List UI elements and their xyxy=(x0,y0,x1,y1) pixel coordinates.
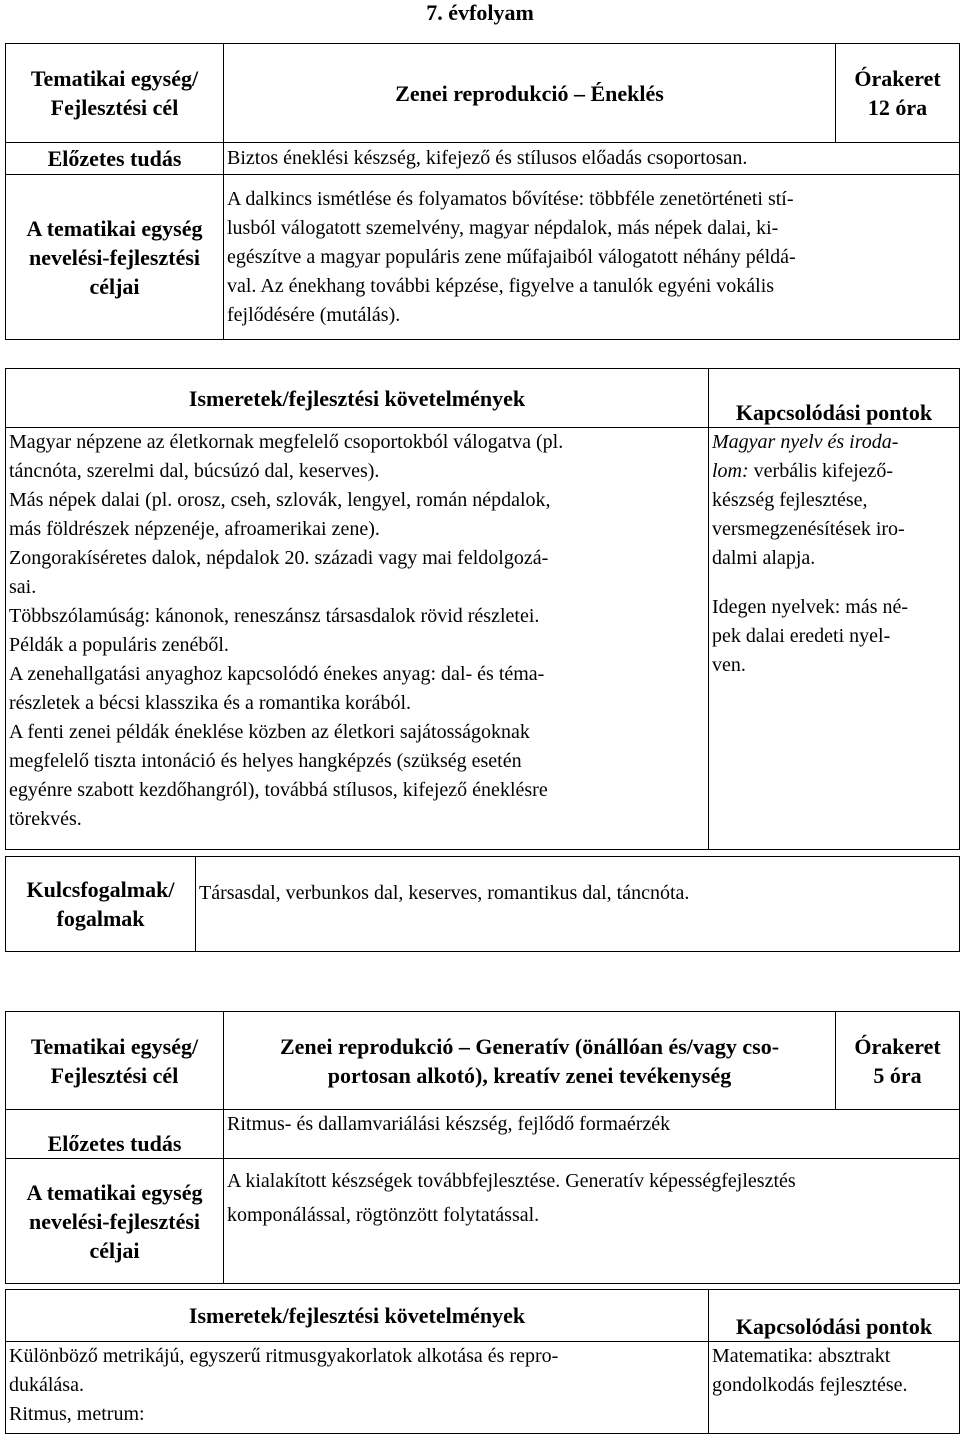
unit1-connections-text: Magyar nyelv és iroda- lom: verbális kifejező- készség fejlesztése, versmegzenésítések iro- dalmi alapja. Idegen nyelvek: más né- pek dalai eredeti nyel- ven. xyxy=(709,428,960,850)
unit1-requirements-table xyxy=(5,368,960,850)
unit2-requirements-table xyxy=(5,1289,960,1434)
unit2-hours: Órakeret 5 óra xyxy=(836,1012,960,1110)
unit2-topic-title: Zenei reprodukció – Generatív (önállóan és/vagy cso- portosan alkotó), kreatív zenei tevékenység xyxy=(224,1012,836,1110)
unit2-goals-label: A tematikai egység nevelési-fejlesztési céljai xyxy=(6,1159,224,1284)
unit2-header-table xyxy=(5,1011,960,1284)
unit1-key-concepts-table xyxy=(5,856,960,952)
unit2-goals-text: A kialakított készségek továbbfejlesztése. Generatív képességfejlesztés komponálással, rögtönzött folytatással. xyxy=(224,1159,960,1284)
page-title: 7. évfolyam xyxy=(426,0,534,25)
unit2-connections-text: Matematika: absztrakt gondolkodás fejlesztése. xyxy=(709,1342,960,1434)
unit2-prior-knowledge-text: Ritmus- és dallamvariálási készség, fejlődő formaérzék xyxy=(224,1110,960,1159)
unit1-topic-label: Tematikai egység/ Fejlesztési cél xyxy=(6,44,224,143)
unit1-requirements-text: Magyar népzene az életkornak megfelelő csoportokból válogatva (pl. táncnóta, szerelmi dal, búcsúzó dal, keserves). Más népek dalai (pl. orosz, cseh, szlovák, lengyel, román népdalok, más földrészek népzenéje, afroamerikai zene). Zongorakíséretes dalok, népdalok 20. századi vagy mai feldolgozá- sai. Többszólamúság: kánonok, reneszánsz társasdalok rövid részletei. Példák a populáris zenéből. A zenehallgatási anyaghoz kapcsolódó énekes anyag: dal- és téma- részletek a bécsi klasszika és a romantika korából. A fenti zenei példák éneklése közben az életkori sajátosságoknak megfelelő tiszta intonáció és helyes hangképzés (szükség esetén egyénre szabott kezdőhangról), továbbá stílusos, kifejező éneklésre törekvés. xyxy=(6,428,709,850)
unit2-topic-label: Tematikai egység/ Fejlesztési cél xyxy=(6,1012,224,1110)
unit1-topic-title: Zenei reprodukció – Éneklés xyxy=(224,44,836,143)
unit1-prior-knowledge-text: Biztos éneklési készség, kifejező és stílusos előadás csoportosan. xyxy=(224,143,960,175)
unit2-connections-header: Kapcsolódási pontok xyxy=(709,1290,960,1342)
unit1-key-concepts-label: Kulcsfogalmak/ fogalmak xyxy=(6,857,196,952)
unit2-requirements-header: Ismeretek/fejlesztési követelmények xyxy=(6,1290,709,1342)
unit1-goals-label: A tematikai egység nevelési-fejlesztési céljai xyxy=(6,175,224,340)
unit1-header-table xyxy=(5,43,960,340)
unit2-prior-knowledge-label: Előzetes tudás xyxy=(6,1110,224,1159)
unit1-goals-text: A dalkincs ismétlése és folyamatos bővítése: többféle zenetörténeti stí- lusból válogatott szemelvény, magyar népdalok, más népek dalai, ki- egészítve a magyar populáris zene műfajaiból válogatott néhány példá- val. Az énekhang további képzése, figyelve a tanulók egyéni vokális fejlődésére (mutálás). xyxy=(224,175,960,340)
unit1-key-concepts-text: Társasdal, verbunkos dal, keserves, romantikus dal, táncnóta. xyxy=(196,857,960,952)
unit2-requirements-text: Különböző metrikájú, egyszerű ritmusgyakorlatok alkotása és repro- dukálása. Ritmus, metrum: xyxy=(6,1342,709,1434)
unit1-connections-header: Kapcsolódási pontok xyxy=(709,369,960,428)
unit1-prior-knowledge-label: Előzetes tudás xyxy=(6,143,224,175)
unit1-requirements-header: Ismeretek/fejlesztési követelmények xyxy=(6,369,709,428)
unit1-hours: Órakeret 12 óra xyxy=(836,44,960,143)
